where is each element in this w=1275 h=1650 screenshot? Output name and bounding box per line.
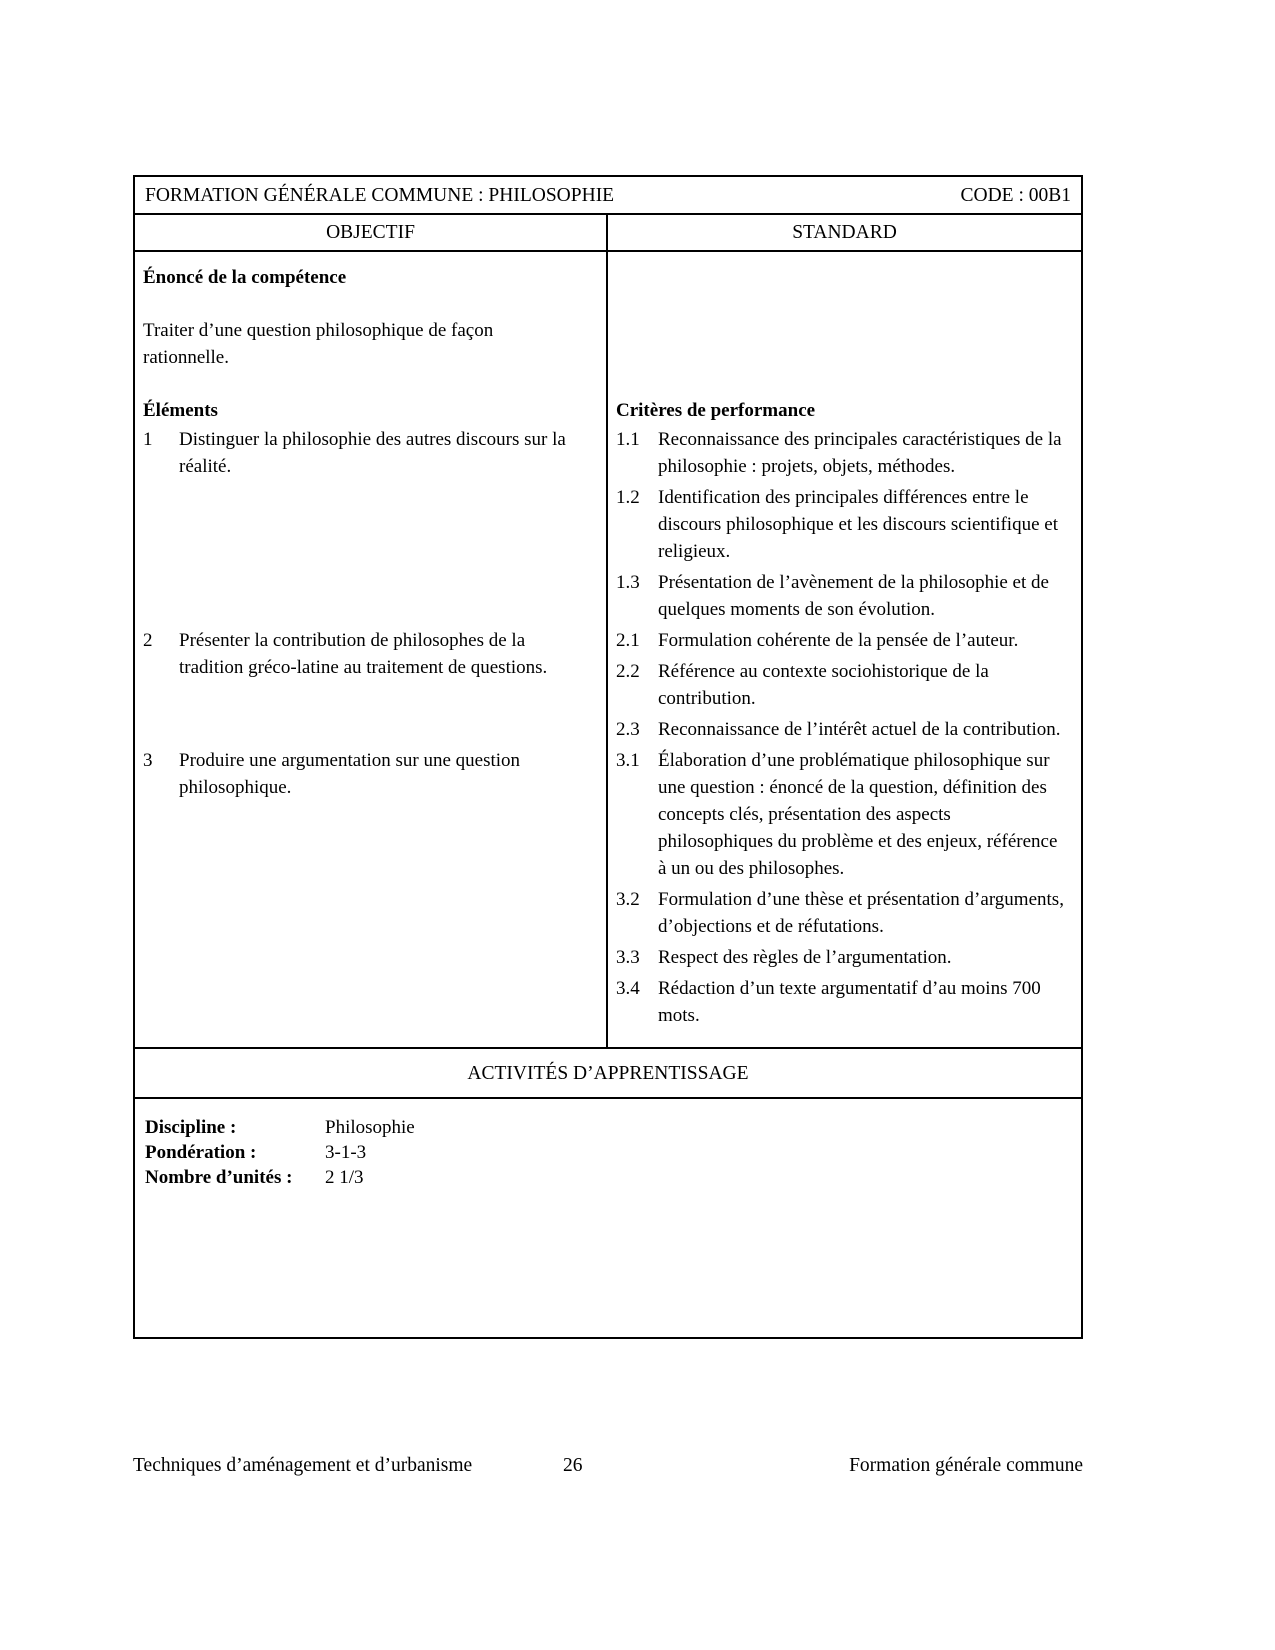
criteres-heading: Critères de performance — [616, 400, 816, 421]
critere-number: 2.2 — [616, 661, 640, 682]
table-title-row — [135, 177, 1081, 215]
unites-value: 2 1/3 — [325, 1167, 364, 1188]
standard-empty-block — [608, 252, 1081, 397]
ponderation-value: 3-1-3 — [325, 1142, 367, 1163]
element-number: 1 — [143, 429, 153, 450]
criteria-group-3-cell — [608, 747, 1081, 1047]
element-1-cell — [135, 426, 608, 627]
critere-number: 1.3 — [616, 572, 640, 593]
enonce-block — [135, 252, 608, 397]
element-number: 2 — [143, 630, 153, 651]
column-header-standard: STANDARD — [792, 222, 897, 243]
page-footer — [133, 1452, 1083, 1482]
footer-page-number: 26 — [563, 1455, 583, 1476]
ponderation-line — [145, 1140, 1071, 1165]
footer-section-name: Formation générale commune — [849, 1455, 1083, 1476]
ponderation-label: Pondération : — [145, 1142, 257, 1163]
critere-item — [616, 747, 1064, 882]
table-body — [135, 252, 1081, 1049]
critere-number: 2.3 — [616, 719, 640, 740]
critere-text: Formulation cohérente de la pensée de l’auteur. — [658, 630, 1019, 651]
document-title: FORMATION GÉNÉRALE COMMUNE : PHILOSOPHIE — [145, 184, 615, 206]
critere-number: 3.3 — [616, 947, 640, 968]
critere-text: Présentation de l’avènement de la philosophie et de quelques moments de son évolution. — [658, 572, 1049, 620]
critere-item — [616, 569, 1064, 623]
critere-item — [616, 716, 1064, 743]
footer-program-name: Techniques d’aménagement et d’urbanisme — [133, 1455, 473, 1476]
discipline-value: Philosophie — [325, 1117, 415, 1138]
element-text: Présenter la contribution de philosophes de la tradition gréco-latine au traitement de questions. — [179, 630, 548, 678]
criteria-group-2-cell — [608, 627, 1081, 747]
course-code: CODE : 00B1 — [960, 184, 1071, 206]
critere-item — [616, 484, 1064, 565]
critere-text: Formulation d’une thèse et présentation d’arguments, d’objections et de réfutations. — [658, 889, 1064, 937]
elements-heading: Éléments — [143, 400, 218, 421]
critere-number: 3.1 — [616, 750, 640, 771]
critere-text: Rédaction d’un texte argumentatif d’au moins 700 mots. — [658, 978, 1041, 1026]
critere-item — [616, 426, 1064, 480]
element-number: 3 — [143, 750, 153, 771]
criteres-heading-cell — [608, 397, 1081, 426]
course-description-table — [133, 175, 1083, 1339]
enonce-text: Traiter d’une question philosophique de façon rationnelle. — [143, 320, 494, 368]
critere-number: 3.4 — [616, 978, 640, 999]
enonce-heading: Énoncé de la compétence — [143, 267, 347, 288]
element-2-cell — [135, 627, 608, 747]
critere-text: Élaboration d’une problématique philosophique sur une question : énoncé de la question, définition des concepts clés, présentation des aspects philosophiques du problème et des enjeux, référence à un ou des philosophes. — [658, 750, 1058, 879]
critere-item — [616, 975, 1064, 1029]
column-header-objectif: OBJECTIF — [135, 215, 608, 250]
critere-item — [616, 944, 1064, 971]
discipline-label: Discipline : — [145, 1117, 237, 1138]
unites-label: Nombre d’unités : — [145, 1167, 293, 1188]
element-item — [143, 426, 582, 480]
element-text: Distinguer la philosophie des autres discours sur la réalité. — [179, 429, 566, 477]
elements-heading-cell — [135, 397, 608, 426]
critere-number: 3.2 — [616, 889, 640, 910]
activities-details — [135, 1099, 1081, 1337]
critere-text: Référence au contexte sociohistorique de la contribution. — [658, 661, 989, 709]
critere-number: 1.1 — [616, 429, 640, 450]
criteria-group-1-cell — [608, 426, 1081, 627]
element-item — [143, 627, 582, 681]
critere-number: 2.1 — [616, 630, 640, 651]
unites-line — [145, 1165, 1071, 1190]
critere-number: 1.2 — [616, 487, 640, 508]
element-3-cell — [135, 747, 608, 1047]
activities-title: ACTIVITÉS D’APPRENTISSAGE — [467, 1062, 749, 1084]
critere-text: Identification des principales différences entre le discours philosophique et les discours scientifique et religieux. — [658, 487, 1058, 562]
discipline-line — [145, 1115, 1071, 1140]
critere-text: Reconnaissance des principales caractéristiques de la philosophie : projets, objets, méthodes. — [658, 429, 1062, 477]
column-headers-row — [135, 215, 1081, 252]
critere-item — [616, 886, 1064, 940]
element-text: Produire une argumentation sur une question philosophique. — [179, 750, 521, 798]
critere-item — [616, 658, 1064, 712]
element-item — [143, 747, 582, 801]
critere-item — [616, 627, 1064, 654]
critere-text: Respect des règles de l’argumentation. — [658, 947, 952, 968]
critere-text: Reconnaissance de l’intérêt actuel de la contribution. — [658, 719, 1061, 740]
activities-title-row — [135, 1049, 1081, 1099]
